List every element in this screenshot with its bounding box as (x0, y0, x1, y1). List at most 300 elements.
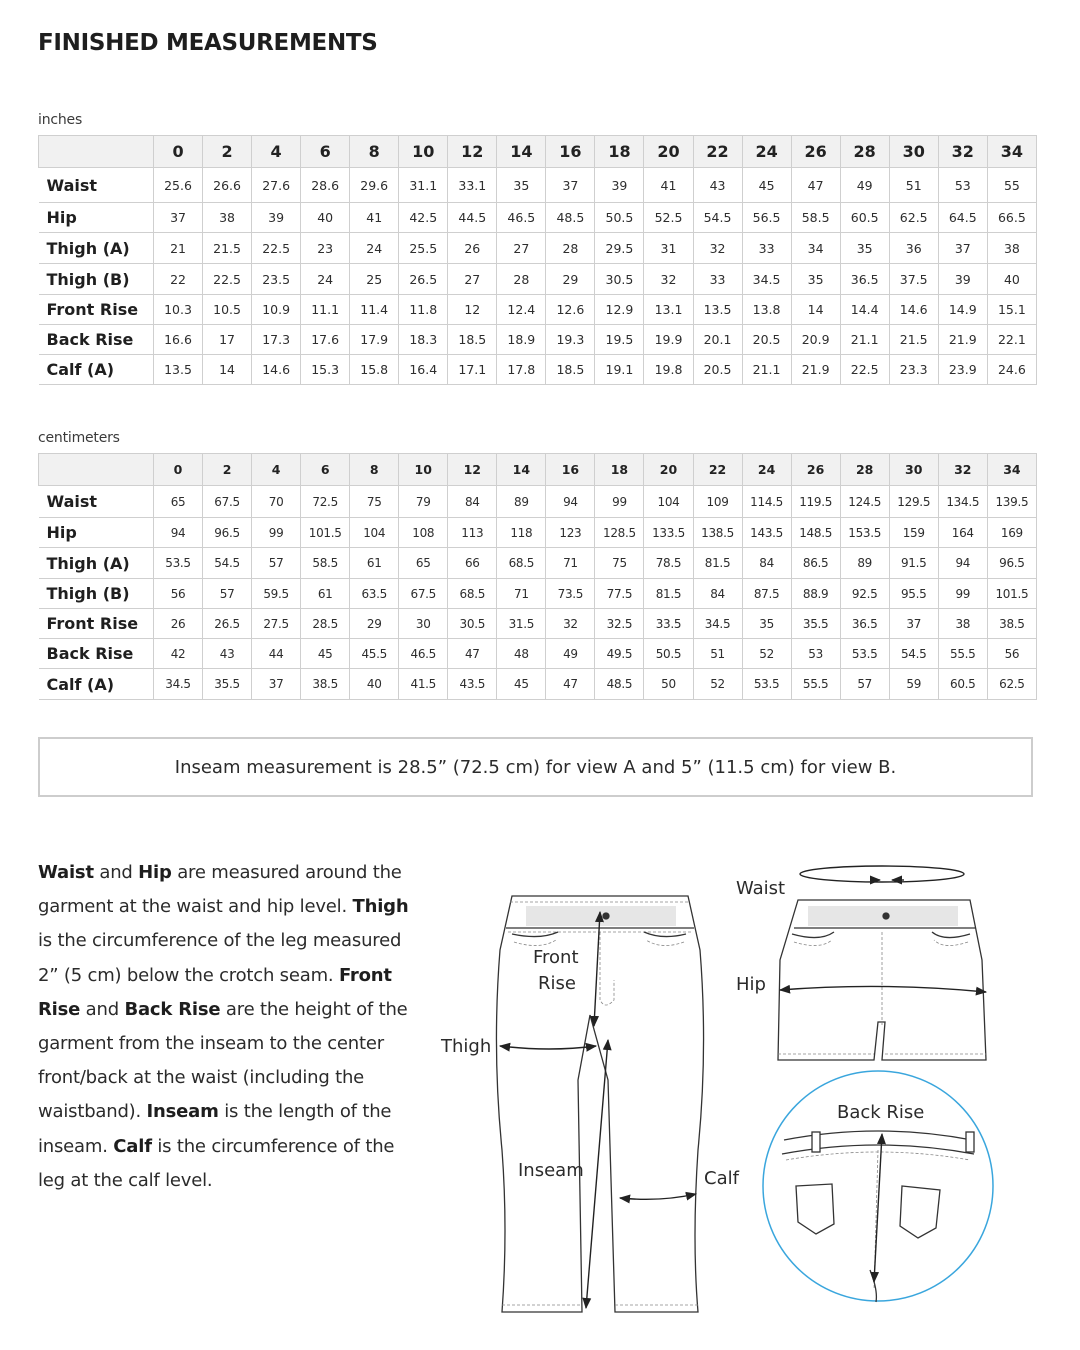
table-cell: 28.5 (301, 609, 350, 639)
table-cell: 13.5 (693, 295, 742, 325)
table-cell: 84 (693, 579, 742, 609)
centimeters-table (38, 453, 1037, 700)
table-cell: 36 (889, 233, 938, 264)
row-label: Thigh (B) (39, 579, 154, 609)
table-cell: 28 (497, 264, 546, 295)
table-cell: 14 (791, 295, 840, 325)
table-cell: 21.1 (840, 325, 889, 355)
table-cell: 91.5 (889, 548, 938, 579)
table-cell: 58.5 (791, 203, 840, 233)
table-cell: 27.6 (252, 168, 301, 203)
table-cell: 108 (399, 518, 448, 548)
table-cell: 37 (252, 669, 301, 700)
table-cell: 24 (350, 233, 399, 264)
term-back-rise: Back Rise (124, 998, 221, 1020)
table-cell: 21.1 (742, 355, 791, 385)
table-cell: 153.5 (840, 518, 889, 548)
table-cell: 27.5 (252, 609, 301, 639)
table-cell: 52 (742, 639, 791, 669)
table-cell: 138.5 (693, 518, 742, 548)
table-cell: 19.9 (644, 325, 693, 355)
table-cell: 113 (448, 518, 497, 548)
table-cell: 40 (350, 669, 399, 700)
table-cell: 84 (448, 486, 497, 518)
table-cell: 159 (889, 518, 938, 548)
table-cell: 12.6 (546, 295, 595, 325)
thigh-label: Thigh (441, 1036, 492, 1057)
table-row (39, 548, 1037, 579)
table-cell: 16.6 (154, 325, 203, 355)
size-header-cell: 32 (938, 136, 987, 168)
size-header-cell: 30 (889, 136, 938, 168)
desc-text: is the circumference of the leg at the calf level. (38, 1135, 395, 1191)
term-calf: Calf (113, 1135, 152, 1157)
table-cell: 109 (693, 486, 742, 518)
table-cell: 60.5 (840, 203, 889, 233)
table-row (39, 518, 1037, 548)
size-header-cell: 10 (399, 454, 448, 486)
hip-label: Hip (736, 974, 766, 995)
table-cell: 53 (938, 168, 987, 203)
size-header-cell: 24 (742, 136, 791, 168)
table-cell: 32 (644, 264, 693, 295)
table-cell: 52 (693, 669, 742, 700)
size-header-cell: 32 (938, 454, 987, 486)
table-cell: 25 (350, 264, 399, 295)
table-cell: 37 (546, 168, 595, 203)
table-cell: 41.5 (399, 669, 448, 700)
table-cell: 36.5 (840, 264, 889, 295)
table-cell: 42.5 (399, 203, 448, 233)
table-cell: 56 (154, 579, 203, 609)
table-cell: 15.1 (987, 295, 1036, 325)
size-header-cell: 20 (644, 454, 693, 486)
table-cell: 101.5 (301, 518, 350, 548)
table-cell: 34.5 (742, 264, 791, 295)
table-cell: 33 (742, 233, 791, 264)
waist-label: Waist (736, 878, 786, 899)
table-cell: 64.5 (938, 203, 987, 233)
table-cell: 148.5 (791, 518, 840, 548)
table-cell: 55.5 (791, 669, 840, 700)
size-header-cell: 2 (203, 136, 252, 168)
table-cell: 81.5 (644, 579, 693, 609)
inches-table (38, 135, 1037, 385)
table-cell: 35 (840, 233, 889, 264)
table-cell: 47 (448, 639, 497, 669)
table-cell: 33 (693, 264, 742, 295)
table-cell: 143.5 (742, 518, 791, 548)
table-cell: 26.5 (203, 609, 252, 639)
row-label: Thigh (A) (39, 548, 154, 579)
term-front-rise: Front Rise (38, 964, 392, 1020)
size-header-cell: 16 (546, 136, 595, 168)
table-cell: 24.6 (987, 355, 1036, 385)
table-cell: 22.5 (203, 264, 252, 295)
table-cell: 34 (791, 233, 840, 264)
table-cell: 13.5 (154, 355, 203, 385)
size-header-cell: 8 (350, 136, 399, 168)
table-cell: 22.5 (252, 233, 301, 264)
table-cell: 89 (497, 486, 546, 518)
table-cell: 43.5 (448, 669, 497, 700)
table-cell: 35.5 (791, 609, 840, 639)
table-cell: 37 (154, 203, 203, 233)
table-cell: 20.5 (742, 325, 791, 355)
row-label: Back Rise (39, 325, 154, 355)
measurement-diagram (430, 850, 1030, 1330)
table-row (39, 355, 1037, 385)
table-cell: 12 (448, 295, 497, 325)
row-label: Waist (39, 168, 154, 203)
size-header-cell: 30 (889, 454, 938, 486)
table-cell: 71 (546, 548, 595, 579)
size-header-cell: 22 (693, 454, 742, 486)
table-cell: 11.8 (399, 295, 448, 325)
table-cell: 15.8 (350, 355, 399, 385)
table-cell: 41 (350, 203, 399, 233)
row-label: Front Rise (39, 295, 154, 325)
table-cell: 34.5 (154, 669, 203, 700)
table-row (39, 325, 1037, 355)
table-cell: 22 (154, 264, 203, 295)
table-cell: 25.5 (399, 233, 448, 264)
back-rise-label: Back Rise (837, 1102, 925, 1123)
table-cell: 18.5 (546, 355, 595, 385)
table-cell: 79 (399, 486, 448, 518)
table-cell: 46.5 (399, 639, 448, 669)
desc-text: and (93, 862, 139, 883)
table-cell: 31 (644, 233, 693, 264)
row-label: Calf (A) (39, 669, 154, 700)
table-cell: 68.5 (497, 548, 546, 579)
table-cell: 43 (203, 639, 252, 669)
term-waist: Waist (38, 862, 94, 883)
table-cell: 56 (987, 639, 1036, 669)
table-cell: 53.5 (840, 639, 889, 669)
table-cell: 14 (203, 355, 252, 385)
size-header-cell: 4 (252, 136, 301, 168)
table-row (39, 295, 1037, 325)
table-cell: 37 (889, 609, 938, 639)
table-cell: 26.6 (203, 168, 252, 203)
size-header-cell: 4 (252, 454, 301, 486)
size-header-cell: 34 (987, 454, 1036, 486)
table-cell: 19.5 (595, 325, 644, 355)
table-cell: 86.5 (791, 548, 840, 579)
desc-text: is the length of the inseam. (38, 1101, 392, 1157)
table-cell: 96.5 (203, 518, 252, 548)
table-row (39, 639, 1037, 669)
shorts-illustration (778, 900, 986, 1060)
table-cell: 13.8 (742, 295, 791, 325)
table-cell: 35 (497, 168, 546, 203)
table-cell: 42 (154, 639, 203, 669)
term-hip: Hip (138, 862, 172, 883)
table-cell: 70 (252, 486, 301, 518)
table-cell: 59 (889, 669, 938, 700)
table-cell: 38 (203, 203, 252, 233)
table-cell: 39 (938, 264, 987, 295)
table-cell: 14.4 (840, 295, 889, 325)
table-cell: 47 (791, 168, 840, 203)
table-cell: 119.5 (791, 486, 840, 518)
table-cell: 65 (399, 548, 448, 579)
table-row (39, 233, 1037, 264)
table-cell: 114.5 (742, 486, 791, 518)
table-cell: 17 (203, 325, 252, 355)
table-cell: 23.5 (252, 264, 301, 295)
table-cell: 13.1 (644, 295, 693, 325)
table-cell: 18.5 (448, 325, 497, 355)
table-row (39, 486, 1037, 518)
table-cell: 23.9 (938, 355, 987, 385)
table-cell: 33.1 (448, 168, 497, 203)
table-cell: 22.5 (840, 355, 889, 385)
table-cell: 32 (693, 233, 742, 264)
table-cell: 92.5 (840, 579, 889, 609)
table-cell: 27 (497, 233, 546, 264)
table-row (39, 264, 1037, 295)
table-cell: 40 (301, 203, 350, 233)
table-cell: 10.3 (154, 295, 203, 325)
table-cell: 65 (154, 486, 203, 518)
table-cell: 88.9 (791, 579, 840, 609)
measurement-description (38, 856, 418, 1198)
table-cell: 20.9 (791, 325, 840, 355)
table-cell: 12.4 (497, 295, 546, 325)
table-cell: 101.5 (987, 579, 1036, 609)
table-cell: 30.5 (595, 264, 644, 295)
size-header-cell: 20 (644, 136, 693, 168)
table-cell: 32.5 (595, 609, 644, 639)
table-cell: 67.5 (399, 579, 448, 609)
size-header-cell: 0 (154, 454, 203, 486)
page-title: FINISHED MEASUREMENTS (38, 30, 378, 56)
table-cell: 61 (350, 548, 399, 579)
table-cell: 54.5 (203, 548, 252, 579)
desc-text: and (80, 998, 125, 1020)
table-cell: 35 (742, 609, 791, 639)
table-cell: 50.5 (595, 203, 644, 233)
table-cell: 37 (938, 233, 987, 264)
table-cell: 89 (840, 548, 889, 579)
table-cell: 49.5 (595, 639, 644, 669)
table-cell: 45 (497, 669, 546, 700)
table-cell: 94 (546, 486, 595, 518)
table-cell: 139.5 (987, 486, 1036, 518)
pants-front-illustration (496, 896, 703, 1312)
table-cell: 47 (546, 669, 595, 700)
table-cell: 35.5 (203, 669, 252, 700)
table-cell: 21.9 (791, 355, 840, 385)
table-cell: 31.5 (497, 609, 546, 639)
size-header-cell: 6 (301, 454, 350, 486)
table-cell: 48 (497, 639, 546, 669)
size-header-cell: 12 (448, 136, 497, 168)
table-cell: 128.5 (595, 518, 644, 548)
table-cell: 20.5 (693, 355, 742, 385)
size-header-cell: 6 (301, 136, 350, 168)
inseam-label: Inseam (518, 1160, 584, 1181)
table-cell: 41 (644, 168, 693, 203)
table-cell: 15.3 (301, 355, 350, 385)
table-cell: 38.5 (301, 669, 350, 700)
table-cell: 62.5 (987, 669, 1036, 700)
size-header-row (39, 454, 1037, 486)
table-cell: 19.1 (595, 355, 644, 385)
table-cell: 26 (448, 233, 497, 264)
table-cell: 28 (546, 233, 595, 264)
table-cell: 21.9 (938, 325, 987, 355)
table-cell: 52.5 (644, 203, 693, 233)
table-cell: 39 (595, 168, 644, 203)
size-header-cell: 14 (497, 136, 546, 168)
row-label: Thigh (B) (39, 264, 154, 295)
table-cell: 56.5 (742, 203, 791, 233)
table-cell: 49 (840, 168, 889, 203)
table-cell: 51 (889, 168, 938, 203)
table-cell: 48.5 (546, 203, 595, 233)
table-cell: 99 (938, 579, 987, 609)
table-cell: 32 (546, 609, 595, 639)
size-header-cell: 26 (791, 454, 840, 486)
table-cell: 94 (154, 518, 203, 548)
table-cell: 50.5 (644, 639, 693, 669)
table-cell: 78.5 (644, 548, 693, 579)
table-cell: 104 (350, 518, 399, 548)
table-cell: 10.5 (203, 295, 252, 325)
row-label: Hip (39, 518, 154, 548)
table-cell: 95.5 (889, 579, 938, 609)
size-header-cell: 10 (399, 136, 448, 168)
table-cell: 99 (595, 486, 644, 518)
table-cell: 45 (742, 168, 791, 203)
table-cell: 24 (301, 264, 350, 295)
table-cell: 37.5 (889, 264, 938, 295)
table-cell: 26 (154, 609, 203, 639)
size-header-cell: 28 (840, 136, 889, 168)
table-cell: 75 (350, 486, 399, 518)
front-rise-label-1: Front (533, 947, 579, 968)
size-header-cell: 22 (693, 136, 742, 168)
table-cell: 58.5 (301, 548, 350, 579)
table-cell: 17.9 (350, 325, 399, 355)
table-cell: 104 (644, 486, 693, 518)
corner-cell (39, 136, 154, 168)
table-cell: 31.1 (399, 168, 448, 203)
table-cell: 19.8 (644, 355, 693, 385)
row-label: Thigh (A) (39, 233, 154, 264)
table-cell: 38.5 (987, 609, 1036, 639)
table-cell: 44 (252, 639, 301, 669)
table-cell: 45 (301, 639, 350, 669)
table-cell: 66 (448, 548, 497, 579)
size-header-row (39, 136, 1037, 168)
table-row (39, 579, 1037, 609)
size-header-cell: 18 (595, 136, 644, 168)
size-header-cell: 34 (987, 136, 1036, 168)
table-cell: 54.5 (693, 203, 742, 233)
table-cell: 30.5 (448, 609, 497, 639)
table-cell: 61 (301, 579, 350, 609)
table-cell: 59.5 (252, 579, 301, 609)
inches-unit-label: inches (38, 112, 83, 128)
table-cell: 124.5 (840, 486, 889, 518)
table-cell: 18.9 (497, 325, 546, 355)
table-cell: 20.1 (693, 325, 742, 355)
desc-text: are the height of the garment from the inseam to the center front/back at the waist (including the waistband). (38, 998, 408, 1123)
table-cell: 62.5 (889, 203, 938, 233)
table-cell: 49 (546, 639, 595, 669)
size-header-cell: 0 (154, 136, 203, 168)
table-row (39, 168, 1037, 203)
table-cell: 118 (497, 518, 546, 548)
table-cell: 50 (644, 669, 693, 700)
table-cell: 26.5 (399, 264, 448, 295)
table-cell: 45.5 (350, 639, 399, 669)
centimeters-unit-label: centimeters (38, 430, 120, 446)
calf-label: Calf (704, 1168, 739, 1189)
table-cell: 63.5 (350, 579, 399, 609)
table-row (39, 203, 1037, 233)
desc-text: is the circumference of the leg measured 2” (5 cm) below the crotch seam. (38, 930, 402, 986)
table-cell: 38 (938, 609, 987, 639)
table-cell: 16.4 (399, 355, 448, 385)
inseam-note: Inseam measurement is 28.5” (72.5 cm) for view A and 5” (11.5 cm) for view B. (38, 737, 1033, 797)
table-cell: 35 (791, 264, 840, 295)
table-cell: 29.6 (350, 168, 399, 203)
row-label: Calf (A) (39, 355, 154, 385)
table-cell: 12.9 (595, 295, 644, 325)
table-cell: 71 (497, 579, 546, 609)
size-header-cell: 26 (791, 136, 840, 168)
table-cell: 164 (938, 518, 987, 548)
table-cell: 18.3 (399, 325, 448, 355)
table-cell: 129.5 (889, 486, 938, 518)
table-cell: 29.5 (595, 233, 644, 264)
size-header-cell: 28 (840, 454, 889, 486)
table-cell: 73.5 (546, 579, 595, 609)
size-header-cell: 8 (350, 454, 399, 486)
size-header-cell: 24 (742, 454, 791, 486)
table-cell: 22.1 (987, 325, 1036, 355)
table-cell: 77.5 (595, 579, 644, 609)
table-cell: 81.5 (693, 548, 742, 579)
table-cell: 99 (252, 518, 301, 548)
table-cell: 10.9 (252, 295, 301, 325)
table-cell: 96.5 (987, 548, 1036, 579)
table-cell: 94 (938, 548, 987, 579)
table-cell: 29 (350, 609, 399, 639)
term-thigh: Thigh (352, 896, 409, 918)
table-cell: 53.5 (154, 548, 203, 579)
row-label: Back Rise (39, 639, 154, 669)
table-cell: 11.1 (301, 295, 350, 325)
row-label: Hip (39, 203, 154, 233)
row-label: Front Rise (39, 609, 154, 639)
table-cell: 57 (203, 579, 252, 609)
table-cell: 27 (448, 264, 497, 295)
size-header-cell: 16 (546, 454, 595, 486)
table-cell: 33.5 (644, 609, 693, 639)
table-cell: 51 (693, 639, 742, 669)
table-cell: 21.5 (889, 325, 938, 355)
table-cell: 40 (987, 264, 1036, 295)
table-cell: 68.5 (448, 579, 497, 609)
table-cell: 21 (154, 233, 203, 264)
table-cell: 17.1 (448, 355, 497, 385)
